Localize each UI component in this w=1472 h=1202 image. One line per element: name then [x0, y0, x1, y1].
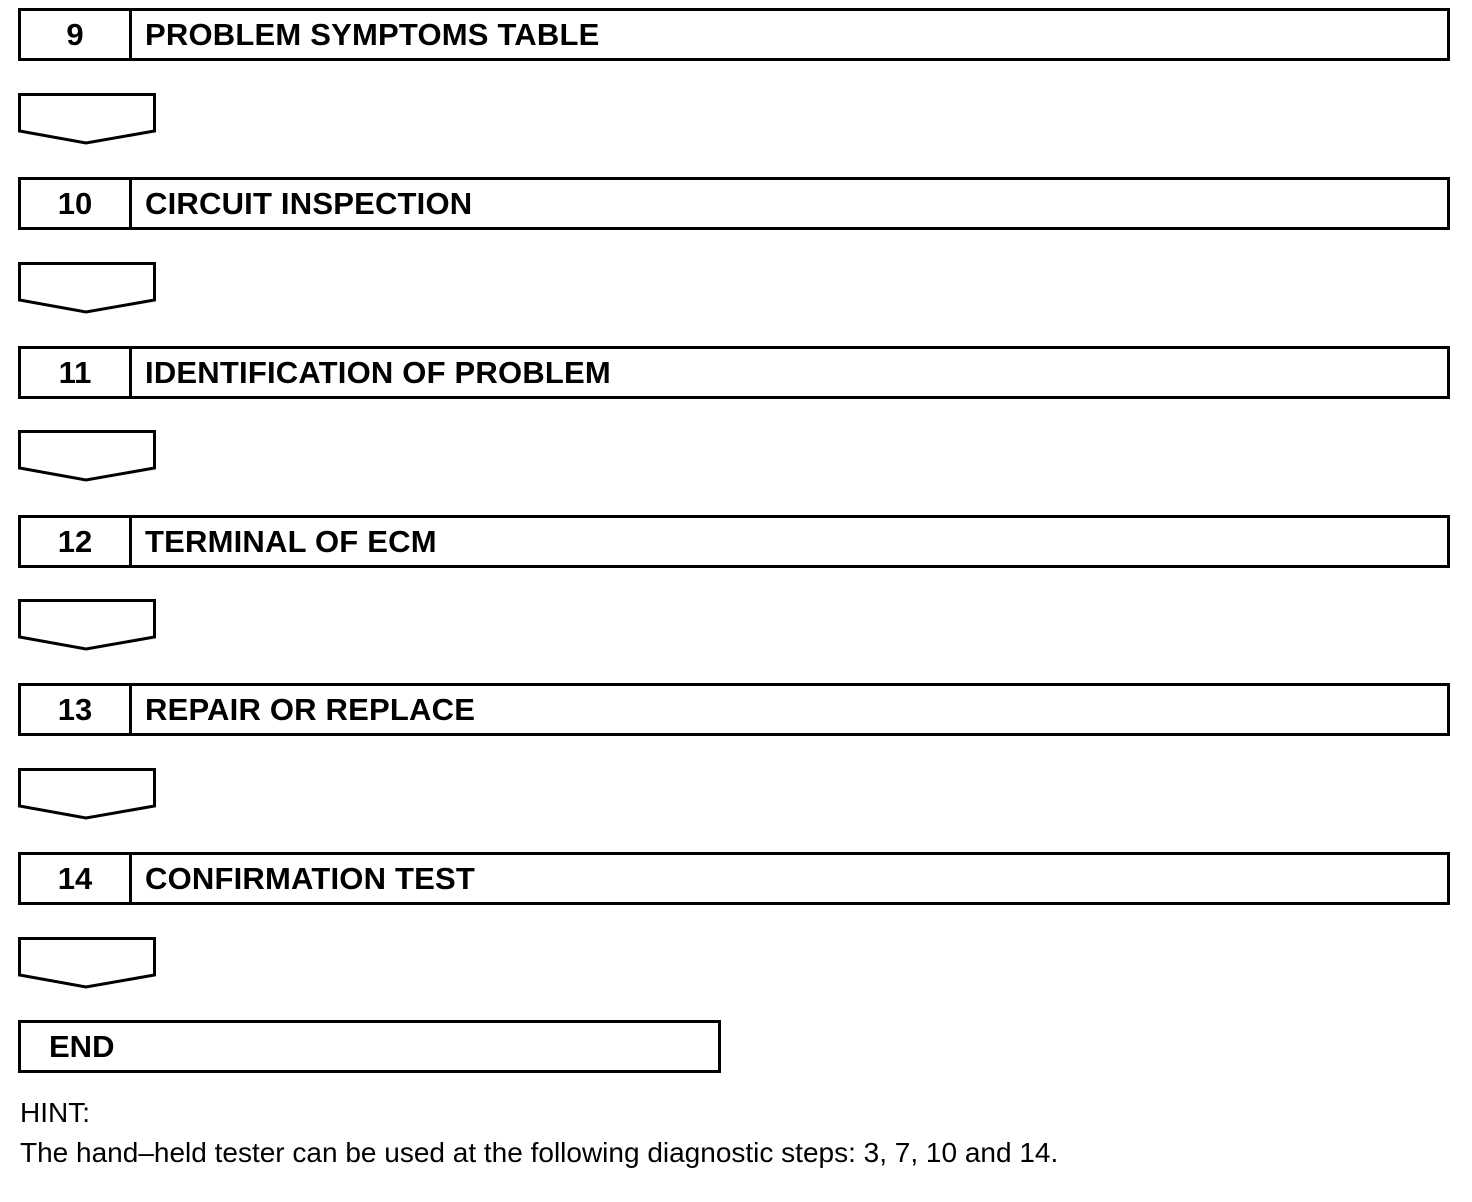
flow-arrow	[18, 430, 156, 482]
flow-step-12	[18, 515, 1450, 568]
flow-step-10	[18, 177, 1450, 230]
flow-step-11	[18, 346, 1450, 399]
flow-arrow	[18, 262, 156, 314]
step-title: PROBLEM SYMPTOMS TABLE	[145, 16, 600, 52]
flow-end-box: END	[18, 1020, 721, 1073]
flow-arrow	[18, 599, 156, 651]
step-title: CIRCUIT INSPECTION	[145, 185, 473, 221]
step-number: 13	[21, 686, 132, 733]
step-number: 14	[21, 855, 132, 902]
flow-arrow	[18, 768, 156, 820]
hint-text: The hand–held tester can be used at the following diagnostic steps: 3, 7, 10 and 14.	[20, 1137, 1059, 1168]
hint-label: HINT:	[20, 1097, 90, 1128]
flow-step-9	[18, 8, 1450, 61]
step-title: CONFIRMATION TEST	[145, 860, 476, 896]
step-number: 11	[21, 349, 132, 396]
flow-step-13	[18, 683, 1450, 736]
flow-step-14	[18, 852, 1450, 905]
step-title: IDENTIFICATION OF PROBLEM	[145, 354, 611, 390]
step-number: 10	[21, 180, 132, 227]
flow-arrow	[18, 937, 156, 989]
step-title: TERMINAL OF ECM	[145, 523, 437, 559]
step-number: 9	[21, 11, 132, 58]
flow-arrow	[18, 93, 156, 145]
step-number: 12	[21, 518, 132, 565]
step-title: REPAIR OR REPLACE	[145, 691, 476, 727]
